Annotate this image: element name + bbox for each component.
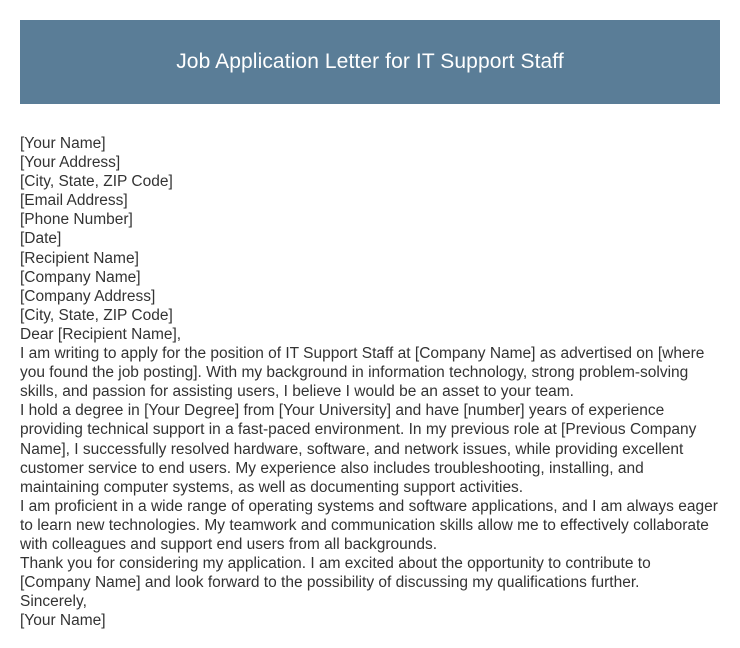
title-banner bbox=[20, 20, 720, 104]
signature: [Your Name] bbox=[20, 612, 106, 630]
paragraph-skills: I am proficient in a wide range of operating systems and software applications, and I am always eager to learn new technologies. My teamwork and communication skills allow me to effectively collaborate with colleagues and support end users from all backgrounds. bbox=[20, 497, 718, 553]
paragraph-experience: I hold a degree in [Your Degree] from [Your University] and have [number] years of experience providing technical support in a fast-paced environment. In my previous role at [Previous Company Name], I successfully resolved hardware, software, and network issues, while providing excellent customer service to end users. My experience also includes troubleshooting, installing, and maintaining computer systems, as well as documenting support activities. bbox=[20, 402, 697, 496]
sender-email: [Email Address] bbox=[20, 192, 128, 210]
sender-name: [Your Name] bbox=[20, 135, 106, 152]
sender-city: [City, State, ZIP Code] bbox=[20, 173, 173, 191]
paragraph-closing: Thank you for considering my application. I am excited about the opportunity to contribute to [Company Name] and look forward to the possibility of discussing my qualifications further. bbox=[20, 555, 651, 592]
closing: Sincerely, bbox=[20, 593, 87, 611]
letter-date: [Date] bbox=[20, 230, 62, 248]
page-title: Job Application Letter for IT Support Staff bbox=[176, 50, 564, 73]
paragraph-intro: I am writing to apply for the position of IT Support Staff at [Company Name] as advertised on [where you found the job posting]. With my background in information technology, strong problem-solving skills, and passion for assisting users, I believe I would be an asset to your team. bbox=[20, 345, 705, 401]
sender-phone: [Phone Number] bbox=[20, 211, 133, 229]
recipient-name: [Recipient Name] bbox=[20, 249, 139, 267]
company-address: [Company Address] bbox=[20, 287, 156, 305]
sender-address: [Your Address] bbox=[20, 154, 121, 172]
salutation: Dear [Recipient Name], bbox=[20, 325, 182, 343]
letter-body bbox=[20, 134, 722, 630]
company-name: [Company Name] bbox=[20, 268, 141, 286]
company-city: [City, State, ZIP Code] bbox=[20, 306, 173, 324]
